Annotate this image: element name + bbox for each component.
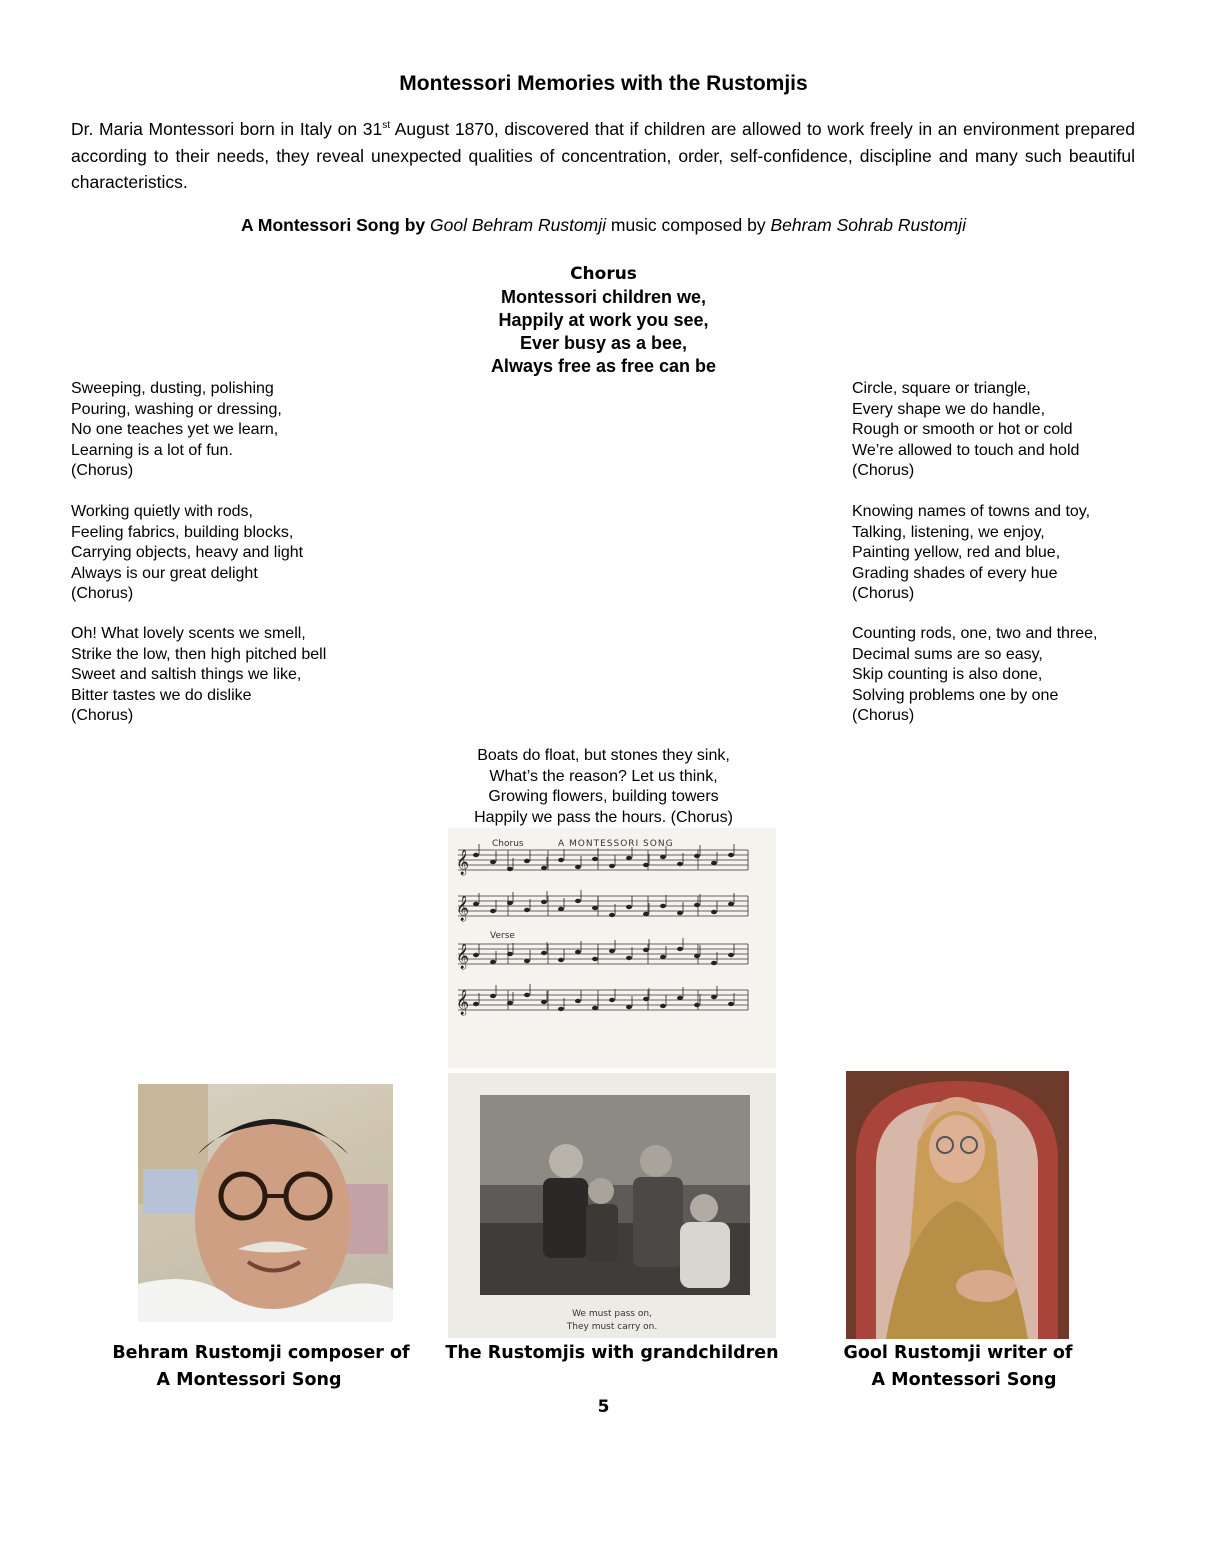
caption-gool [820, 1340, 1096, 1394]
note-head [609, 913, 615, 917]
behram-portrait-photo [138, 1084, 393, 1322]
sheet-music-image [448, 828, 776, 1068]
note-head [541, 951, 547, 955]
verse-center [0, 746, 1207, 828]
verse-line: Growing flowers, building towers [488, 788, 719, 805]
note-head [507, 901, 513, 905]
note-head [575, 950, 581, 954]
gool-portrait-photo [846, 1071, 1069, 1339]
note-head [524, 993, 530, 997]
note-head [660, 855, 666, 859]
chorus-heading: Chorus [570, 264, 637, 284]
verse-line: Learning is a lot of fun. [71, 441, 233, 459]
note-head [711, 861, 717, 865]
note-head [660, 955, 666, 959]
verse-line: Counting rods, one, two and three, [852, 625, 1098, 642]
sheet-chorus-label: Chorus [492, 839, 524, 849]
verse-line: What’s the reason? Let us think, [489, 767, 718, 785]
note-head [507, 867, 513, 871]
note-head [473, 1002, 479, 1006]
verse-line: (Chorus) [71, 585, 134, 602]
verse-line: Knowing names of towns and toy, [852, 503, 1091, 520]
credit-prefix: A Montessori Song by [241, 215, 426, 235]
note-head [541, 1000, 547, 1004]
note-head [626, 856, 632, 860]
page-title: Montessori Memories with the Rustomjis [399, 72, 808, 95]
note-head [609, 949, 615, 953]
note-head [490, 960, 496, 964]
intro-superscript: st [382, 120, 391, 132]
chorus-line: Montessori children we, [500, 287, 707, 307]
verse-left-1 [71, 379, 282, 482]
note-head [558, 907, 564, 911]
sheet-verse-label: Verse [490, 931, 515, 941]
credit-lyricist: Gool Behram Rustomji [430, 215, 607, 235]
note-head [728, 1002, 734, 1006]
verse-line: Sweet and saltish things we like, [71, 666, 302, 683]
verse-line: Circle, square or triangle, [852, 380, 1031, 397]
note-head [575, 999, 581, 1003]
sheet-title-label: A MONTESSORI SONG [558, 839, 674, 849]
note-head [677, 862, 683, 866]
caption-family [440, 1340, 784, 1367]
note-head [473, 902, 479, 906]
intro-text-rest: August 1870, discovered that if children are allowed to work freely in an environment prepared according to their needs, they reveal unexpected qualities of concentration, order, self-confidence, discipline and many such beautiful characteristics. [71, 119, 1135, 192]
verse-line: Sweeping, dusting, polishing [71, 380, 274, 397]
verse-right-3 [852, 624, 1098, 727]
note-head [575, 865, 581, 869]
verse-line: Decimal sums are so easy, [852, 645, 1043, 663]
song-credit [0, 215, 1207, 236]
note-head [541, 866, 547, 870]
verse-line: We’re allowed to touch and hold [852, 441, 1080, 459]
note-head [643, 997, 649, 1001]
note-head [558, 1007, 564, 1011]
note-head [490, 860, 496, 864]
note-head [558, 858, 564, 862]
verse-line: Oh! What lovely scents we smell, [71, 625, 306, 642]
verse-right-2 [852, 502, 1090, 605]
verse-line: (Chorus) [852, 462, 915, 479]
note-head [558, 958, 564, 962]
note-head [677, 996, 683, 1000]
note-head [660, 1004, 666, 1008]
verse-line: (Chorus) [852, 707, 915, 724]
note-head [643, 948, 649, 952]
note-head [626, 956, 632, 960]
family-photo [448, 1073, 776, 1338]
verse-line: Painting yellow, red and blue, [852, 544, 1061, 561]
verse-line: Happily we pass the hours. (Chorus) [474, 808, 733, 826]
note-head [677, 947, 683, 951]
family-photo-caption-line: We must pass on, [572, 1309, 652, 1319]
verse-line: No one teaches yet we learn, [71, 421, 279, 438]
note-head [728, 953, 734, 957]
note-head [592, 1006, 598, 1010]
credit-middle: music composed by [610, 215, 766, 235]
note-head [507, 1001, 513, 1005]
verse-line: (Chorus) [852, 585, 915, 602]
note-head [694, 954, 700, 958]
treble-clef-icon: 𝄞 [456, 990, 470, 1015]
gool-portrait-drawing [846, 1071, 1069, 1339]
note-head [660, 904, 666, 908]
note-head [541, 900, 547, 904]
note-head [626, 1005, 632, 1009]
verse-line: Working quietly with rods, [71, 503, 253, 520]
note-head [575, 899, 581, 903]
note-head [490, 909, 496, 913]
intro-paragraph [71, 116, 1135, 196]
note-head [609, 864, 615, 868]
verse-line: Boats do float, but stones they sink, [477, 747, 730, 764]
note-head [592, 957, 598, 961]
note-head [728, 902, 734, 906]
verse-left-2 [71, 502, 303, 605]
sheet-music-drawing [448, 828, 776, 1068]
caption-behram [108, 1340, 414, 1394]
note-head [694, 1003, 700, 1007]
note-head [592, 906, 598, 910]
note-head [694, 903, 700, 907]
verse-line: Feeling fabrics, building blocks, [71, 523, 294, 541]
note-head [524, 959, 530, 963]
verse-line: Strike the low, then high pitched bell [71, 645, 327, 663]
note-head [524, 859, 530, 863]
family-photo-drawing [448, 1073, 776, 1338]
chorus-line: Happily at work you see, [498, 310, 709, 330]
verse-line: Solving problems one by one [852, 686, 1059, 704]
intro-text-start: Dr. Maria Montessori born in Italy on 31 [71, 119, 383, 139]
caption-line: A Montessori Song [871, 1370, 1057, 1390]
verse-right-1 [852, 379, 1079, 482]
note-head [609, 998, 615, 1002]
note-head [490, 994, 496, 998]
verse-line: Carrying objects, heavy and light [71, 544, 304, 561]
family-photo-caption-line: They must carry on. [566, 1322, 658, 1332]
verse-line: Pouring, washing or dressing, [71, 400, 282, 418]
behram-portrait-drawing [138, 1084, 393, 1322]
note-head [677, 911, 683, 915]
note-head [626, 905, 632, 909]
note-head [711, 995, 717, 999]
verse-line: (Chorus) [71, 462, 134, 479]
page-number: 5 [597, 1397, 610, 1417]
chorus-line: Ever busy as a bee, [519, 333, 688, 353]
verse-line: Always is our great delight [71, 564, 258, 582]
verse-line: Talking, listening, we enjoy, [852, 523, 1045, 541]
note-head [473, 953, 479, 957]
caption-line: The Rustomjis with grandchildren [445, 1343, 779, 1363]
verse-line: (Chorus) [71, 707, 134, 724]
chorus-line: Always free as free can be [490, 356, 717, 376]
note-head [711, 961, 717, 965]
note-head [592, 857, 598, 861]
verse-line: Bitter tastes we do dislike [71, 686, 252, 704]
note-head [473, 853, 479, 857]
note-head [694, 854, 700, 858]
note-head [524, 908, 530, 912]
note-head [507, 952, 513, 956]
caption-line: A Montessori Song [156, 1370, 342, 1390]
note-head [643, 863, 649, 867]
caption-line: Gool Rustomji writer of [843, 1343, 1073, 1363]
chorus-block [0, 263, 1207, 378]
treble-clef-icon: 𝄞 [456, 850, 470, 875]
verse-line: Skip counting is also done, [852, 666, 1043, 683]
treble-clef-icon: 𝄞 [456, 896, 470, 921]
credit-composer: Behram Sohrab Rustomji [770, 215, 966, 235]
verse-left-3 [71, 624, 326, 727]
note-head [711, 910, 717, 914]
caption-line: Behram Rustomji composer of [112, 1343, 410, 1363]
note-head [643, 912, 649, 916]
verse-line: Rough or smooth or hot or cold [852, 421, 1073, 438]
treble-clef-icon: 𝄞 [456, 944, 470, 969]
verse-line: Grading shades of every hue [852, 564, 1058, 582]
note-head [728, 853, 734, 857]
verse-line: Every shape we do handle, [852, 400, 1046, 418]
